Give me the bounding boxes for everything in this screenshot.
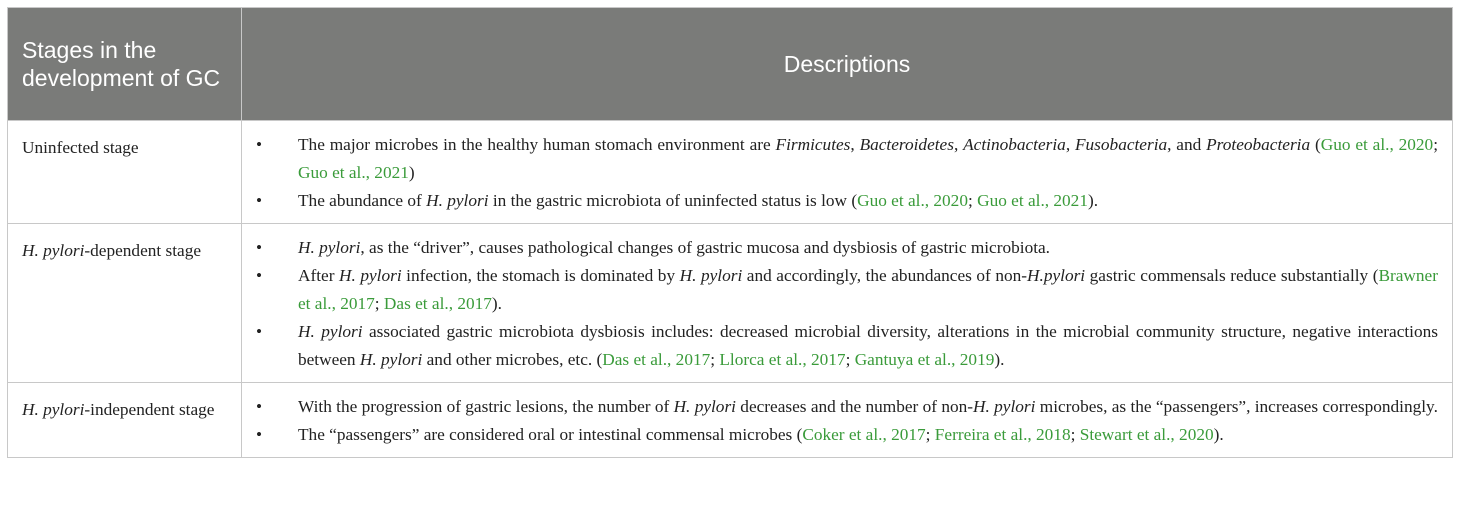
italic-term: H. pylori: [339, 266, 402, 285]
text-run: After: [298, 266, 340, 285]
text-run: decreases and the number of non-: [735, 397, 974, 416]
bullet-icon: •: [256, 191, 263, 210]
text-run: ;: [925, 425, 935, 444]
text-run: The abundance of: [298, 191, 427, 210]
italic-term: Bacteroidetes: [859, 135, 954, 154]
list-item: [256, 234, 1438, 262]
text-run: infection, the stomach is dominated by: [401, 266, 680, 285]
text-run: , and: [1167, 135, 1207, 154]
citation-link[interactable]: Guo et al., 2020: [1320, 135, 1434, 154]
text-run: ;: [967, 191, 978, 210]
stage-cell: [8, 224, 242, 383]
text-run: and other microbes, etc. (: [422, 350, 603, 369]
citation-link[interactable]: Das et al., 2017: [383, 294, 492, 313]
description-cell: [242, 224, 1453, 383]
text-run: -dependent stage: [84, 241, 202, 260]
stage-cell: [8, 121, 242, 224]
text-run: ): [408, 163, 415, 182]
description-cell: [242, 121, 1453, 224]
citation-link[interactable]: Brawner et al., 2017: [298, 266, 1438, 313]
bullet-icon: •: [256, 425, 263, 444]
text-run: ,: [1065, 135, 1075, 154]
description-list: [256, 234, 1438, 374]
text-run: associated gastric microbiota dysbiosis includes: decreased microbial diversity, alterations in the microbial community structure, negative interactions between: [298, 322, 1438, 369]
text-run: (: [1310, 135, 1321, 154]
bullet-icon: •: [256, 135, 263, 154]
italic-term: H. pylori: [426, 191, 489, 210]
table-body: [8, 121, 1453, 458]
text-run: ;: [845, 350, 855, 369]
citation-link[interactable]: Ferreira et al., 2018: [934, 425, 1071, 444]
description-cell: [242, 383, 1453, 458]
bullet-icon: •: [256, 322, 263, 341]
italic-term: H. pylori: [679, 266, 743, 285]
text-run: ;: [1070, 425, 1080, 444]
italic-term: H.pylori: [1027, 266, 1086, 285]
citation-link[interactable]: Das et al., 2017: [602, 350, 711, 369]
italic-term: Proteobacteria: [1206, 135, 1311, 154]
text-run: ,: [953, 135, 964, 154]
text-run: Uninfected stage: [22, 138, 139, 157]
citation-link[interactable]: Gantuya et al., 2019: [854, 350, 995, 369]
text-run: ).: [1213, 425, 1224, 444]
text-run: The major microbes in the healthy human stomach environment are: [298, 135, 776, 154]
citation-link[interactable]: Stewart et al., 2020: [1079, 425, 1214, 444]
text-run: ).: [994, 350, 1005, 369]
italic-term: H. pylori: [298, 238, 361, 257]
text-run: ,: [850, 135, 860, 154]
text-run: The “passengers” are considered oral or intestinal commensal microbes (: [298, 425, 803, 444]
citation-link[interactable]: Guo et al., 2020: [857, 191, 968, 210]
citation-link[interactable]: Llorca et al., 2017: [719, 350, 846, 369]
citation-link[interactable]: Coker et al., 2017: [802, 425, 926, 444]
stages-table: [7, 7, 1453, 458]
text-run: ;: [1433, 135, 1438, 154]
list-item: [256, 187, 1438, 215]
text-run: ;: [710, 350, 720, 369]
text-run: microbes, as the “passengers”, increases correspondingly.: [1035, 397, 1438, 416]
text-run: , as the “driver”, causes pathological changes of gastric mucosa and dysbiosis of gastric microbiota.: [360, 238, 1051, 257]
bullet-icon: •: [256, 266, 263, 285]
text-run: With the progression of gastric lesions, the number of: [298, 397, 674, 416]
text-run: ).: [491, 294, 502, 313]
text-run: in the gastric microbiota of uninfected status is low (: [488, 191, 858, 210]
list-item: [256, 421, 1438, 449]
description-list: [256, 131, 1438, 215]
italic-term: H. pylori: [22, 241, 85, 260]
text-run: gastric commensals reduce substantially (: [1085, 266, 1379, 285]
table-row: [8, 383, 1453, 458]
header-row: [8, 8, 1453, 121]
text-run: -independent stage: [84, 400, 215, 419]
list-item: [256, 393, 1438, 421]
italic-term: H. pylori: [298, 322, 363, 341]
stage-cell: [8, 383, 242, 458]
text-run: ).: [1087, 191, 1099, 210]
table-row: [8, 121, 1453, 224]
bullet-icon: •: [256, 397, 263, 416]
italic-term: Actinobacteria: [963, 135, 1066, 154]
header-descriptions: Descriptions: [242, 8, 1453, 121]
italic-term: H. pylori: [22, 400, 85, 419]
text-run: ;: [374, 294, 384, 313]
header-stage: Stages in the development of GC: [8, 8, 242, 121]
italic-term: H. pylori: [673, 397, 736, 416]
list-item: [256, 318, 1438, 374]
citation-link[interactable]: Guo et al., 2021: [298, 163, 409, 182]
list-item: [256, 262, 1438, 318]
description-list: [256, 393, 1438, 449]
italic-term: H. pylori: [359, 350, 423, 369]
italic-term: Fusobacteria: [1074, 135, 1168, 154]
citation-link[interactable]: Guo et al., 2021: [977, 191, 1088, 210]
text-run: and accordingly, the abundances of non-: [742, 266, 1028, 285]
italic-term: H. pylori: [973, 397, 1036, 416]
bullet-icon: •: [256, 238, 263, 257]
table-row: [8, 224, 1453, 383]
list-item: [256, 131, 1438, 187]
italic-term: Firmicutes: [775, 135, 851, 154]
